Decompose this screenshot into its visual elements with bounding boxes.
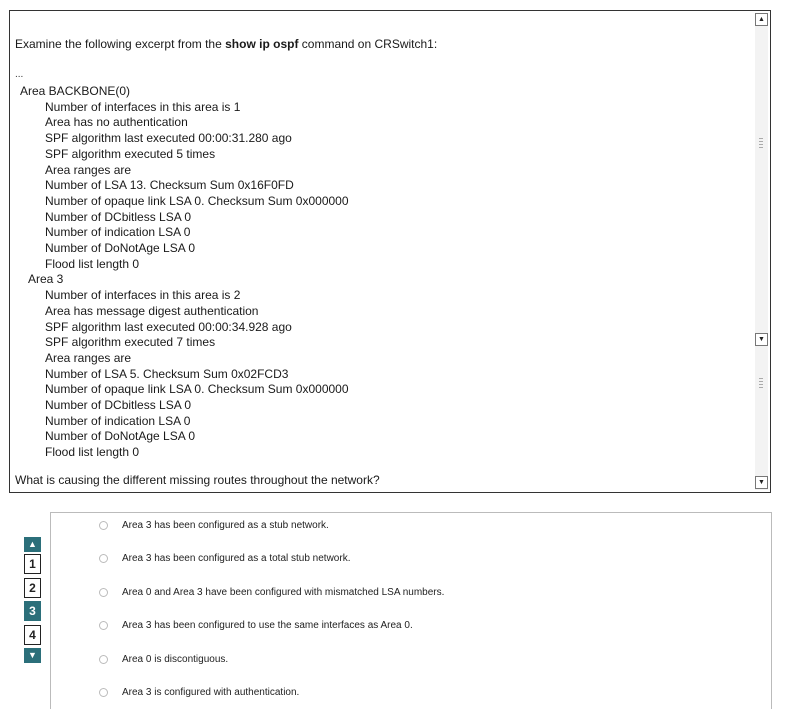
radio-button[interactable] — [99, 621, 108, 630]
radio-button[interactable] — [99, 688, 108, 697]
output-line: Flood list length 0 — [45, 445, 140, 460]
scroll-track-upper[interactable] — [755, 26, 768, 333]
question-scrollbar-lower[interactable] — [755, 333, 768, 490]
nav-page-2[interactable]: 2 — [24, 578, 41, 598]
output-line: Number of opaque link LSA 0. Checksum Sum 0x000000 — [45, 382, 349, 397]
output-line: Number of opaque link LSA 0. Checksum Sum 0x000000 — [45, 193, 349, 208]
radio-button[interactable] — [99, 588, 108, 597]
scroll-track-lower[interactable] — [755, 346, 768, 476]
answer-option[interactable] — [99, 517, 329, 533]
output-line: Area ranges are — [45, 162, 132, 177]
nav-page-3[interactable]: 3 — [24, 601, 41, 621]
output-line: Area BACKBONE(0) — [20, 84, 131, 98]
scroll-down-icon[interactable]: ▼ — [755, 333, 768, 346]
output-line: Number of DoNotAge LSA 0 — [45, 241, 196, 255]
nav-page-4[interactable]: 4 — [24, 625, 41, 645]
radio-button[interactable] — [99, 554, 108, 563]
answer-option-label: Area 3 is configured with authentication. — [122, 687, 300, 698]
output-line: SPF algorithm last executed 00:00:34.928 ago — [45, 319, 292, 334]
scroll-grip-icon — [759, 138, 763, 150]
output-line: Number of DCbitless LSA 0 — [45, 398, 192, 412]
answer-option[interactable] — [99, 685, 299, 701]
output-line: Number of DoNotAge LSA 0 — [45, 429, 196, 444]
output-line: Number of LSA 13. Checksum Sum 0x16F0FD — [45, 178, 294, 193]
output-line: Flood list length 0 — [45, 256, 140, 271]
scroll-down-icon[interactable]: ▼ — [755, 476, 768, 489]
output-line: SPF algorithm executed 5 times — [45, 146, 216, 161]
output-line: Number of DCbitless LSA 0 — [45, 209, 192, 224]
answer-option[interactable] — [99, 618, 413, 634]
answer-option-label: Area 0 is discontiguous. — [122, 653, 229, 665]
output-line: Area ranges are — [45, 350, 132, 365]
output-line: SPF algorithm executed 7 times — [45, 335, 216, 350]
question-scrollbar-upper[interactable] — [755, 13, 768, 333]
question-content — [10, 11, 754, 492]
output-line: Area 3 — [28, 272, 64, 287]
output-line: Number of LSA 5. Checksum Sum 0x02FCD3 — [45, 366, 289, 381]
intro-command: show ip ospf — [225, 37, 299, 51]
answer-option-label: Area 3 has been configured as a total stub network. — [122, 553, 351, 564]
output-line: Area has no authentication — [45, 115, 188, 130]
output-line: Number of indication LSA 0 — [45, 225, 191, 240]
scroll-up-icon[interactable]: ▲ — [755, 13, 768, 26]
scroll-grip-icon — [759, 378, 763, 390]
radio-button[interactable] — [99, 521, 108, 530]
down-arrow-icon[interactable]: ▼ — [24, 648, 41, 663]
up-arrow-icon[interactable]: ▲ — [24, 537, 41, 552]
intro-prefix: Examine the following excerpt from the — [15, 37, 226, 51]
question-prompt: What is causing the different missing routes throughout the network? — [15, 473, 380, 487]
output-line: Number of interfaces in this area is 1 — [45, 99, 241, 114]
answer-option-label: Area 3 has been configured as a stub network. — [122, 519, 329, 531]
question-panel — [9, 10, 771, 493]
output-line: Number of interfaces in this area is 2 — [45, 288, 241, 303]
output-line: SPF algorithm last executed 00:00:31.280 ago — [45, 131, 292, 146]
output-line: Area has message digest authentication — [45, 303, 259, 318]
answer-option-label: Area 0 and Area 3 have been configured with mismatched LSA numbers. — [122, 586, 445, 598]
answer-option[interactable] — [99, 584, 444, 600]
output-ellipsis: ... — [15, 69, 24, 80]
answer-option[interactable] — [99, 551, 350, 567]
nav-page-1[interactable]: 1 — [24, 554, 41, 574]
answer-option-label: Area 3 has been configured to use the same interfaces as Area 0. — [122, 620, 413, 631]
radio-button[interactable] — [99, 655, 108, 664]
output-line: Number of indication LSA 0 — [45, 413, 191, 428]
question-intro — [15, 37, 437, 51]
intro-suffix: command on CRSwitch1: — [298, 37, 438, 51]
answer-option[interactable] — [99, 651, 228, 667]
answer-panel — [50, 512, 772, 709]
